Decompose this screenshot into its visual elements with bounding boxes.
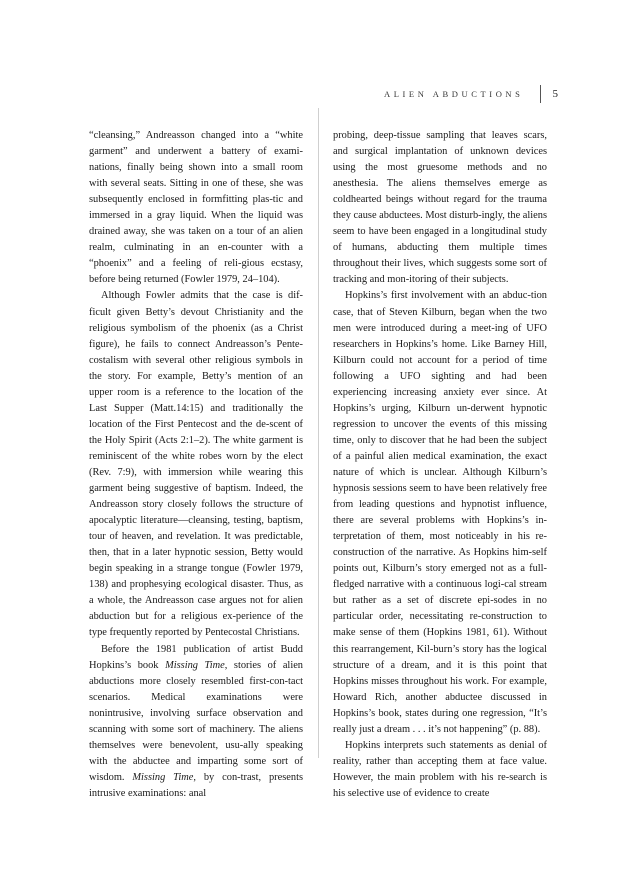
page-number: 5 <box>552 88 558 100</box>
text-run: , by con-trast, presents intrusive examinations: anal <box>89 771 304 799</box>
paragraph: Hopkins interprets such statements as denial of reality, rather than accepting them at face value. However, the main problem with his re-search is his selective use of evidence to create <box>333 739 547 799</box>
running-title: ALIEN ABDUCTIONS <box>384 85 541 103</box>
right-column <box>333 128 547 802</box>
book-title: Missing Time <box>165 659 225 671</box>
paragraph: Hopkins’s first involvement with an abduc-tion case, that of Steven Kilburn, began when the two men were introduced during a meet-ing of UFO researchers in Hopkins’s home. Like Barney Hill, Kilburn could not account for a period of time following a UFO sighting and had been experiencing increasing anxiety ever since. At Hopkins’s urging, Kilburn un-derwent hypnotic regression to uncover the events of this missing time, only to discover that he had been the subject of a painful alien medical examination, the exact nature of which is unclear. Although Kilburn’s hypnosis sessions seem to have been relatively free from leading questions and hypnotist influence, there are several problems with Hopkins’s in-terpretation of them, most noticeably in his re-construction of the narrative. As Hopkins him-self points out, Kilburn’s story emerged not as a full-fledged narrative with a continuous logi-cal stream but rather as a set of discrete epi-sodes in no particular order, necessitating re-construction to make sense of them (Hopkins 1981, 61). Without this rearrangement, Kil-burn’s story has the logical structure of a dream, and it is this point that Hopkins misses throughout his work. For example, Howard Rich, another abductee discussed in Hopkins’s book, states during one regression, “It’s really just a dream . . . it’s not happening” (p. 88). <box>333 290 547 735</box>
running-head <box>384 85 558 103</box>
left-column <box>89 128 303 802</box>
paragraph <box>89 642 303 802</box>
column-divider <box>318 108 319 758</box>
text-run: Before the 1981 publication of artist Budd Hopkins’s book <box>89 643 303 671</box>
paragraph: probing, deep-tissue sampling that leaves scars, and surgical implantation of unknown devices using the most gruesome methods and no anesthesia. The aliens themselves emerge as coldhearted beings without regard for the trauma they cause abductees. Most disturb-ingly, the aliens seem to have been engaged in a longitudinal study of humans, abducting them multiple times throughout their lives, which suggests some sort of tracking and mon-itoring of their subjects. <box>333 130 548 286</box>
paragraph: “cleansing,” Andreasson changed into a “white garment” and underwent a battery of exami-nations, finally being shown into a small room with several seats. Sitting in one of these, she was subsequently enclosed in formfitting plas-tic and immersed in a gray liquid. When the liquid was drained away, she was taken on a tour of an alien realm, culminating in an en-counter with a “phoenix” and a feeling of reli-gious ecstasy, before being returned (Fowler 1979, 24–104). <box>89 130 303 286</box>
text-run: , stories of alien abductions more closely resembled first-con-tact scenarios. Medical examinations were nonintrusive, involving surface observation and scanning with some sort of machinery. The aliens themselves were benevolent, usu-ally speaking with the abductee and imparting some sort of wisdom. <box>89 659 304 783</box>
book-title: Missing Time <box>132 771 194 783</box>
paragraph: Although Fowler admits that the case is dif-ficult given Betty’s devout Christianity and the religious symbolism of the phoenix (as a Christ figure), he fails to connect Andreasson’s Pente-costalism with several other religious symbols in the story. For example, Betty’s mention of an upper room is a reference to the location of the Last Supper (Matt.14:15) and traditionally the location of the First Pentecost and the de-scent of the Holy Spirit (Acts 2:1–2). The white garment is reminiscent of the white robes worn by the elect (Rev. 7:9), with immersion while wearing this garment being suggestive of baptism. Indeed, the Andreasson story closely follows the structure of apocalyptic literature—cleansing, testing, baptism, tour of heaven, and revelation. It was predictable, then, that in a later hypnotic session, Betty would begin speaking in a strange tongue (Fowler 1979, 138) and prophesying ecological disaster. Thus, as a whole, the Andreasson case argues not for alien abduction but for a religious ex-perience of the type frequently reported by Pentecostal Christians. <box>89 290 303 639</box>
